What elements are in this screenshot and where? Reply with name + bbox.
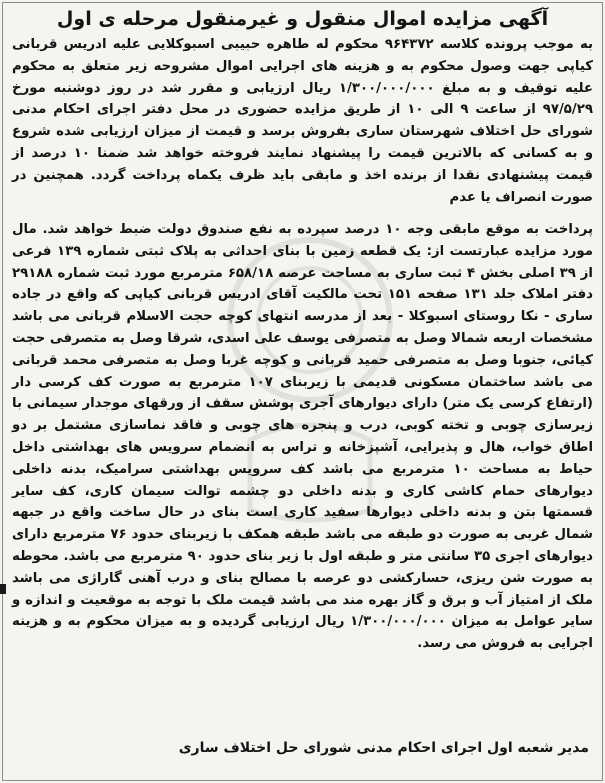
notice-paragraph-1: به موجب پرونده کلاسه ۹۶۴۳۷۲ محکوم له طاهره حبیبی اسبوکلایی علیه ادریس قربانی کیاپی جهت وصول محکوم به و هزینه های اجرایی اموال مشروحه زیر متعلق به محکوم علیه توقیف و به مبلغ ۱/۳۰۰/۰۰۰/۰۰۰ ریال ارزیابی و مقرر شد در روز دوشنبه مورخ ۹۷/۵/۲۹ از ساعت ۹ الی ۱۰ از طریق مزایده حضوری در محل دفتر اجرای احکام مدنی شورای حل اختلاف شهرستان ساری بفروش برسد و قیمت از میزان ارزیابی شده شروع و به کسانی که بالاترین قیمت را پیشنهاد نمایند فروخته خواهد شد ضمنا ۱۰ درصد از قیمت پیشنهادی نقدا از برنده اخذ و مابقی باید ظرف یکماه پرداخت گردد. همچنین در صورت انصراف یا عدم: [12, 37, 594, 205]
notice-paragraph-2: پرداخت به موقع مابقی وجه ۱۰ درصد سپرده به نفع صندوق دولت ضبط خواهد شد. مال مورد مزایده عبارتست از: یک قطعه زمین با بنای احداثی به پلاک ثبتی شماره ۱۳۹ فرعی از ۳۹ اصلی بخش ۴ ثبت ساری به مساحت عرصه ۶۵۸/۱۸ مترمربع مورد ثبت شماره ۲۹۱۸۸ دفتر املاک جلد ۱۳۱ صفحه ۱۵۱ تحت مالکیت آقای ادریس قربانی کیاپی که واقع در جاده ساری - نکا روستای اسبوکلا - بعد از مدرسه انتهای کوچه حجت الاسلام قربانی می باشد مشخصات اربعه شمالا وصل به متصرفی یوسف علی اسدی، شرقا وصل به متصرفی حجت کیائی، جنوبا وصل به متصرفی حمید قربانی و کوچه غربا وصل به متصرفی محمد قربانی می باشد ساختمان مسکونی قدیمی با زیربنای ۱۰۷ مترمربع به صورت کف کرسی دار (ارتفاع کرسی یک متر) دارای دیوارهای آجری پوشش سقف از ورقهای موجدار سیمانی با زیرسازی چوبی و تخته کوبی، درب و پنجره های چوبی و فاقد نماسازی مشتمل بر دو اطاق خواب، هال و پذیرایی، آشپزخانه و تراس به انضمام سرویس های بهداشتی داخل حیاط به مساحت ۱۰ مترمربع می باشد کف سرویس بهداشتی سرامیک، بدنه داخلی دیوارهای حمام کاشی کاری و بدنه داخلی دو چشمه توالت سیمان کاری، کف سایر قسمتها بتن و بدنه داخلی دیوارها سفید کاری است بنای در حال ساخت واقع در جبهه شمال غربی به صورت دو طبقه می باشد طبقه همکف با زیربنای حدود ۷۶ مترمربع دارای دیوارهای اجری ۳۵ سانتی متر و طبقه اول با زیر بنای حدود ۹۰ مترمربع می باشد. محوطه به صورت شن ریزی، حسارکشی دو عرصه با مصالح بنای و درب آهنی گاراژی می باشد ملک از امتیاز آب و برق و گاز بهره مند می باشد قیمت ملک با توجه به موقعیت و اندازه و سایر عوامل به میزان ۱/۳۰۰/۰۰۰/۰۰۰ ریال ارزیابی گردیده و به میزان محکوم به و هزینه اجرایی به فروش می رسد.: [12, 222, 594, 652]
notice-signature: مدیر شعبه اول اجرای احکام مدنی شورای حل اختلاف ساری: [178, 740, 589, 756]
notice-title: آگهی مزایده اموال منقول و غیرمنقول مرحله ی اول: [56, 8, 549, 30]
margin-mark: [0, 584, 6, 594]
